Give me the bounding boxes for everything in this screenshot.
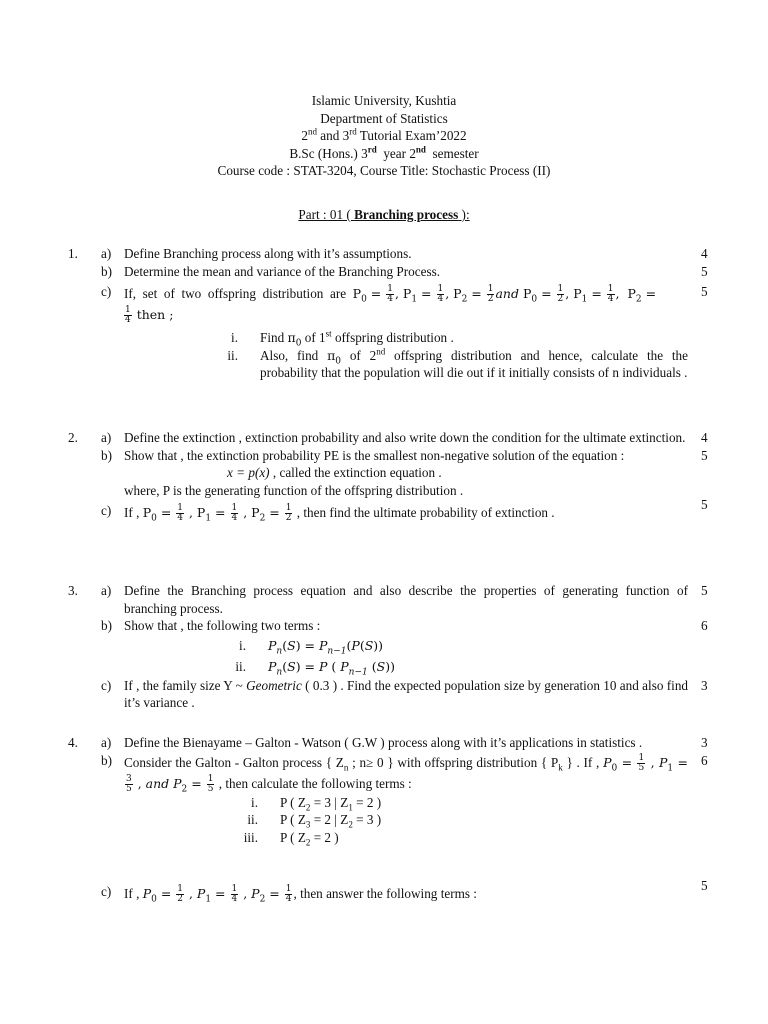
question-part-b: b) Consider the Galton - Galton process { $Z_n$ ; n≥ 0 } with offspring distribution { $P_k$ } . If , $P_0$ = $\frac{1}{5}$ , $P_1$ = $\frac{3}{5}$ , and $P_2$ = $\frac{1}{5}$ , then calculate the following terms : 6 [101, 752, 708, 794]
question-number: 3. [68, 583, 78, 598]
question-part-c: c) If , $P_0$ = $\frac{1}{2}$ , $P_1$ = $\frac{1}{4}$ , $P_2$ = $\frac{1}{4}$ , then answer the following terms : 5 [101, 878, 708, 905]
question-part-c-i: i. Find $\pi_0$ of 1st offspring distribution . [231, 328, 454, 349]
question-part-b-ii: ii. $P_n(S) = P$ ( $P_{n-1}$ (S)) [235, 658, 395, 677]
question-part-a: a) Define the Branching process equation and also describe the properties of generating function of branching process. 5 [101, 583, 708, 616]
question-part-c: c) If, set of two offspring distribution are $P_0$ = $\frac{1}{4}$ , $P_1$ = $\frac{1}{4}$ , $P_2$ = $\frac{1}{2}$ and $P_0$ = $\frac{1}{2}$ , $P_1$ = $\frac{1}{4}$ , $P_2$ = $\frac{1}{4}$ then ; 5 [101, 284, 708, 325]
question-2 [0, 429, 768, 523]
exam-title: 2nd and 3rd Tutorial Exam’2022 [301, 126, 467, 143]
marks: 3 [701, 735, 708, 750]
marks: 5 [701, 583, 708, 598]
question-part-a: a) Define the Bienayame – Galton - Watson ( G.W ) process along with it’s applications in statistics . 3 [101, 735, 708, 750]
department-name: Department of Statistics [320, 110, 448, 126]
question-number: 4. [68, 735, 78, 750]
question-part-c: c) If , $P_0$ = $\frac{1}{4}$ , $P_1$ = $\frac{1}{4}$ , $P_2$ = $\frac{1}{2}$ , then find the ultimate probability of extinction . 5 [101, 497, 708, 524]
exam-header [0, 92, 768, 180]
marks: 6 [701, 618, 708, 633]
marks: 5 [701, 497, 708, 512]
course-line: Course code : STAT-3204, Course Title: Stochastic Process (II) [217, 163, 551, 178]
question-part-c: c) If , the family size Y ~ Geometric ( 0.3 ) . Find the expected population size by generation 10 and also find it’s variance . 3 [101, 677, 708, 710]
question-part-a: a) Define the extinction , extinction probability and also write down the condition for the ultimate extinction. 4 [101, 430, 708, 445]
where-line: where, P is the generating function of the offspring distribution . [124, 482, 464, 498]
question-part-b-iii: iii. P ( $Z_2 = 2$ ) [243, 829, 339, 848]
question-part-c-ii: ii. Also, find $\pi_0$ of 2nd offspring distribution and hence, calculate the the probability that the population will die out if it initially consists of n individuals . [227, 346, 688, 380]
question-part-b-i: i. $P_n(S) = P_{n-1}(P(S))$ [239, 637, 384, 656]
part-name: Branching process [354, 207, 459, 222]
question-number: 2. [68, 430, 78, 445]
question-part-b: b) Show that , the extinction probability PE is the smallest non-negative solution of the equation : 5 [101, 447, 708, 463]
part-title: Part : 01 ( Branching process ): [298, 207, 470, 222]
question-1 [0, 245, 768, 382]
question-part-b-i: i. P ( $Z_2 = 3$ | $Z_1 = 2$ ) [251, 794, 382, 813]
extinction-equation: x = p(x) , called the extinction equation . [227, 465, 442, 480]
marks: 5 [701, 447, 708, 463]
question-number: 1. [68, 246, 78, 261]
question-part-b-ii: ii. P ( $Z_3 = 2$ | $Z_2 = 3$ ) [247, 812, 382, 830]
university-name: Islamic University, Kushtia [311, 93, 457, 108]
question-part-b: b) Determine the mean and variance of the Branching Process. 5 [101, 263, 708, 279]
question-4 [0, 734, 768, 904]
marks: 4 [701, 430, 708, 445]
marks: 3 [701, 677, 708, 693]
marks: 4 [701, 246, 708, 261]
marks: 6 [701, 752, 708, 768]
marks: 5 [701, 878, 708, 893]
question-part-a: a) Define Branching process along with it’s assumptions. 4 [101, 246, 708, 261]
question-part-b: b) Show that , the following two terms : 6 [101, 618, 708, 633]
program-line: B.Sc (Hons.) 3rd year 2nd semester [289, 144, 479, 161]
marks: 5 [701, 263, 708, 279]
marks: 5 [701, 284, 708, 299]
question-3 [0, 582, 768, 712]
